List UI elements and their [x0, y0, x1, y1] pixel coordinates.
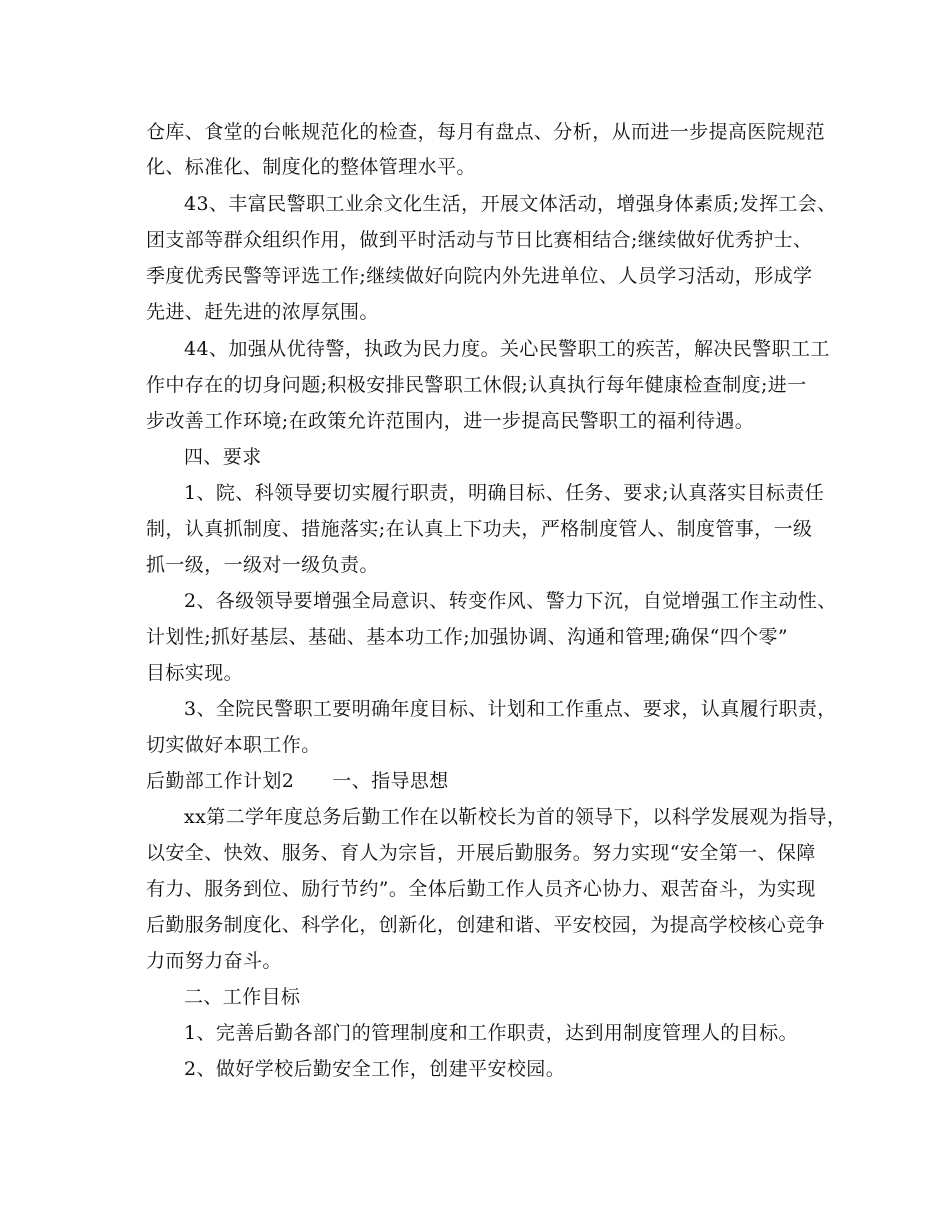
text-line: 先进、赶先进的浓厚氛围。	[146, 301, 379, 323]
text-line: 44、加强从优待警，执政为民力度。关心民警职工的疾苦，解决民警职工工	[184, 338, 830, 360]
text-line: 后勤服务制度化、科学化，创新化，创建和谐、平安校园，为提高学校核心竞争	[146, 914, 826, 936]
section-title-line	[146, 769, 449, 793]
text-line: 仓库、食堂的台帐规范化的检查，每月有盘点、分析，从而进一步提高医院规范	[146, 121, 826, 143]
text-line: xx第二学年度总务后勤工作在以靳校长为首的领导下，以科学发展观为指导，	[184, 806, 847, 828]
text-line: 制，认真抓制度、措施落实;在认真上下功夫，严格制度管人、制度管事，一级	[146, 518, 813, 540]
section-title: 后勤部工作计划2	[146, 770, 295, 792]
text-line: 抓一级，一级对一级负责。	[146, 554, 379, 576]
text-line: 有力、服务到位、励行节约”。全体后勤工作人员齐心协力、艰苦奋斗，为实现	[146, 878, 816, 900]
text-line: 作中存在的切身问题;积极安排民警职工休假;认真执行每年健康检查制度;进一	[146, 374, 807, 396]
text-line: 目标实现。	[146, 662, 244, 684]
text-line: 步改善工作环境;在政策允许范围内，进一步提高民警职工的福利待遇。	[146, 410, 755, 432]
text-line: 切实做好本职工作。	[146, 734, 321, 756]
text-line: 以安全、快效、服务、育人为宗旨，开展后勤服务。努力实现“安全第一、保障	[146, 842, 816, 864]
text-line: 计划性;抓好基层、基础、基本功工作;加强协调、沟通和管理;确保“四个零”	[146, 626, 789, 648]
text-line: 3、全院民警职工要明确年度目标、计划和工作重点、要求，认真履行职责，	[184, 698, 837, 720]
section-heading: 二、工作目标	[184, 986, 301, 1008]
section-heading: 四、要求	[184, 446, 262, 468]
text-line: 季度优秀民警等评选工作;继续做好向院内外先进单位、人员学习活动，形成学	[146, 265, 813, 287]
text-line: 力而努力奋斗。	[146, 950, 282, 972]
section-heading: 一、指导思想	[332, 770, 449, 792]
text-line: 2、各级领导要增强全局意识、转变作风、警力下沉，自觉增强工作主动性、	[184, 590, 837, 612]
text-line: 2、做好学校后勤安全工作，创建平安校园。	[184, 1058, 566, 1080]
text-line: 43、丰富民警职工业余文化生活，开展文体活动，增强身体素质;发挥工会、	[184, 193, 837, 215]
text-line: 化、标准化、制度化的整体管理水平。	[146, 156, 476, 178]
text-line: 团支部等群众组织作用，做到平时活动与节日比赛相结合;继续做好优秀护士、	[146, 229, 813, 251]
text-line: 1、完善后勤各部门的管理制度和工作职责，达到用制度管理人的目标。	[184, 1022, 798, 1044]
text-line: 1、院、科领导要切实履行职责，明确目标、任务、要求;认真落实目标责任	[184, 482, 825, 504]
